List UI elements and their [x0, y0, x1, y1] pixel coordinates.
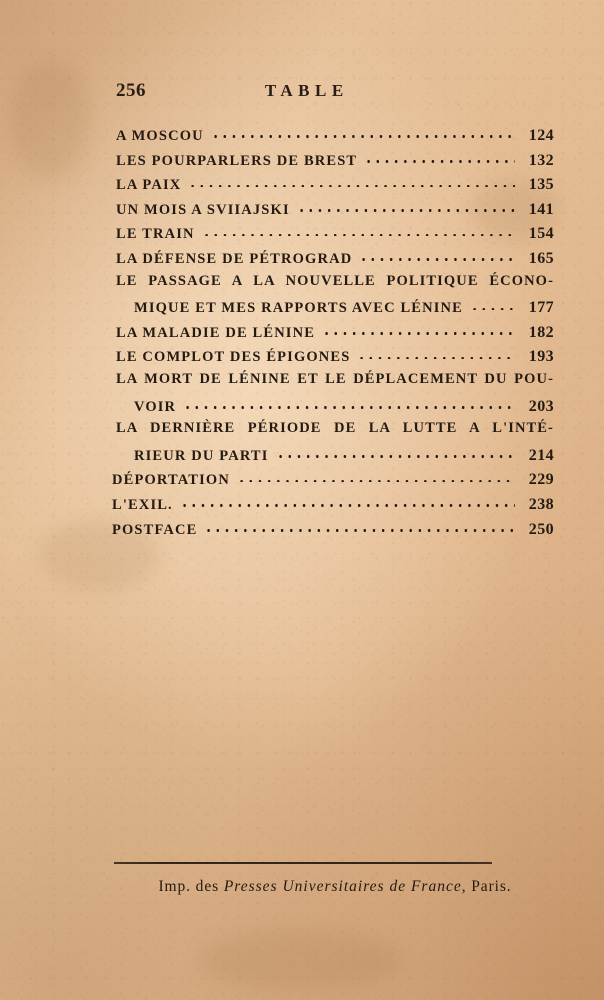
imprint-publisher: Presses Universitaires de France [223, 878, 462, 895]
toc-entry-title: LA MALADIE DE LÉNINE [116, 324, 316, 341]
toc-entry-page-number: 214 [528, 446, 554, 464]
toc-entry-page-number: 203 [528, 397, 554, 415]
toc-entry-page-number: 132 [528, 151, 554, 169]
toc-entry-line [112, 470, 554, 495]
dot-leader [188, 175, 515, 189]
toc-entry-title: RIEUR DU PARTI [134, 447, 269, 464]
dot-leader [237, 470, 515, 484]
toc-entry[interactable] [112, 274, 554, 323]
toc-entry-line [112, 347, 554, 372]
page-header [116, 80, 492, 106]
dot-leader [357, 347, 515, 361]
dot-leader [322, 323, 515, 337]
toc-entry-title: MIQUE ET MES RAPPORTS AVEC LÉNINE [134, 300, 463, 317]
toc-entry-page-number: 182 [528, 323, 554, 341]
dot-leader [211, 126, 515, 140]
imprint-prefix: Imp. des [158, 878, 224, 895]
toc-entry-title: LA MORT DE LÉNINE ET LE DÉPLACEMENT DU POU- [116, 370, 554, 387]
toc-entry-page-number: 238 [528, 495, 554, 513]
toc-entry-title: A MOSCOU [116, 128, 204, 144]
toc-entry-line [112, 421, 554, 446]
dot-leader [276, 446, 515, 460]
dot-leader [180, 495, 515, 509]
dot-leader [364, 151, 515, 165]
toc-entry-title: POSTFACE [112, 521, 198, 538]
toc-entry[interactable] [112, 200, 554, 225]
toc-entry-continuation [112, 397, 554, 422]
page-title: TABLE [264, 81, 349, 100]
toc-entry[interactable] [112, 151, 554, 176]
toc-entry-line [112, 126, 554, 151]
toc-entry-title: LA DERNIÈRE PÉRIODE DE LA LUTTE A L'INTÉ- [116, 420, 554, 437]
toc-entry-page-number: 165 [528, 249, 554, 267]
toc-entry-title: L'EXIL. [112, 496, 173, 513]
toc-entry-page-number: 250 [528, 520, 554, 538]
toc-entry[interactable] [112, 372, 554, 421]
toc-entry-title: LE COMPLOT DES ÉPIGONES [116, 349, 351, 366]
toc-entry-page-number: 141 [528, 200, 554, 218]
toc-entry-line [112, 520, 554, 545]
imprint-suffix: , Paris. [461, 878, 512, 895]
toc-entry-line [112, 372, 554, 397]
toc-entry-continuation [112, 298, 554, 323]
toc-entry-title: UN MOIS A SVIIAJSKI [116, 201, 290, 218]
dot-leader [470, 298, 515, 312]
toc-entry-title: LE PASSAGE A LA NOUVELLE POLITIQUE ÉCONO- [116, 272, 554, 289]
toc-entry-line [112, 200, 554, 225]
page-footer [114, 862, 512, 896]
toc-entry-line [112, 151, 554, 176]
toc-entry[interactable] [112, 347, 554, 372]
dot-leader [202, 224, 515, 238]
dot-leader [359, 249, 515, 263]
toc-entry-page-number: 154 [528, 225, 554, 243]
footer-divider [114, 862, 492, 864]
toc-entry-title: LA DÉFENSE DE PÉTROGRAD [116, 250, 353, 267]
toc-entry[interactable] [112, 421, 554, 470]
toc-entry[interactable] [112, 126, 554, 151]
toc-entry[interactable] [112, 495, 554, 520]
table-of-contents [112, 126, 554, 544]
toc-entry-page-number: 193 [528, 348, 554, 366]
toc-entry-page-number: 229 [528, 471, 554, 489]
toc-entry[interactable] [112, 224, 554, 249]
toc-entry-title: LES POURPARLERS DE BREST [116, 152, 358, 169]
toc-entry-line [112, 323, 554, 348]
toc-entry-line [112, 175, 554, 200]
toc-entry-line [112, 495, 554, 520]
toc-entry-title: VOIR [134, 398, 177, 415]
toc-entry[interactable] [112, 323, 554, 348]
printer-imprint [114, 878, 556, 896]
toc-entry-line [112, 274, 554, 299]
toc-entry-page-number: 135 [528, 176, 554, 194]
toc-entry-line [112, 224, 554, 249]
toc-entry-title: LA PAIX [116, 177, 182, 194]
toc-entry[interactable] [112, 470, 554, 495]
toc-entry-page-number: 124 [528, 127, 554, 144]
folio-number: 256 [116, 80, 146, 101]
toc-entry-line [112, 249, 554, 274]
toc-entry[interactable] [112, 175, 554, 200]
toc-entry-continuation [112, 446, 554, 471]
toc-entry[interactable] [112, 249, 554, 274]
toc-entry-page-number: 177 [528, 299, 554, 317]
toc-entry-title: LE TRAIN [116, 226, 195, 243]
toc-entry-title: DÉPORTATION [112, 472, 230, 489]
toc-entry[interactable] [112, 520, 554, 545]
dot-leader [183, 397, 515, 411]
dot-leader [297, 200, 515, 214]
dot-leader [204, 520, 515, 534]
